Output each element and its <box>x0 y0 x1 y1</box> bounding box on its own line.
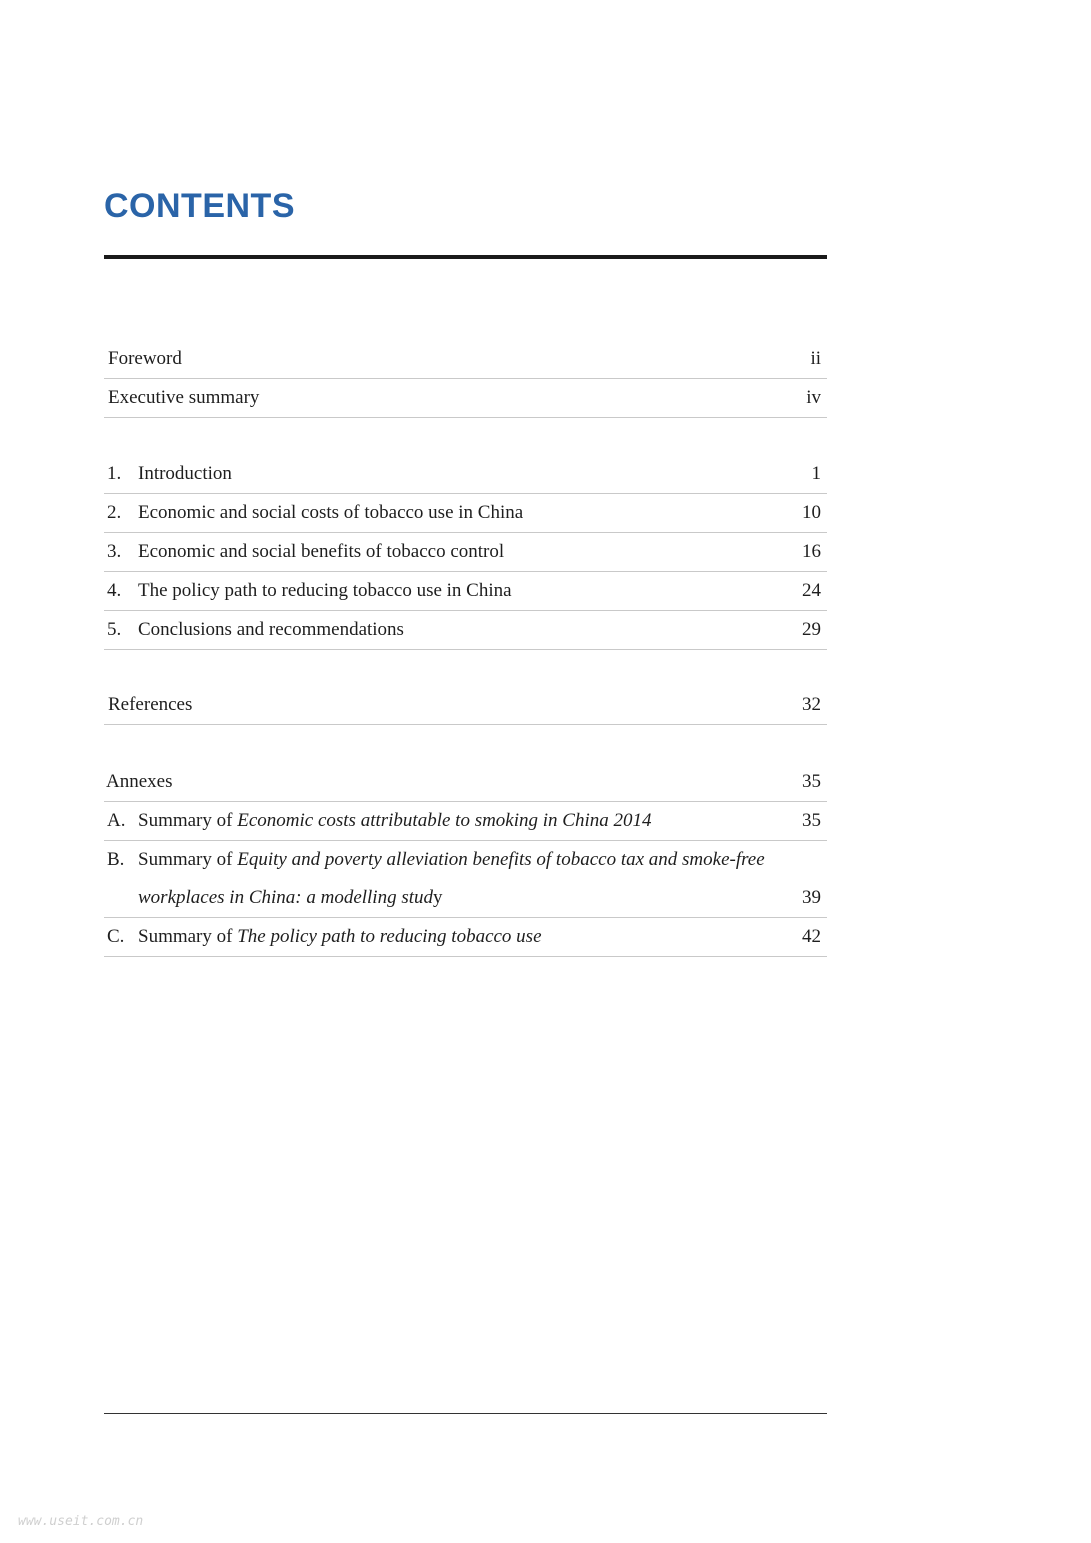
toc-entry-prefix: Summary of <box>138 849 238 870</box>
toc-entry-italic-title: Economic costs attributable to smoking in China 2014 <box>237 810 652 831</box>
toc-entry-title: Conclusions and recommendations <box>138 619 404 640</box>
toc-entry-title: References <box>108 694 193 715</box>
footer-divider <box>104 1413 827 1414</box>
toc-entry-annexes[interactable] <box>104 763 827 802</box>
toc-entry-prefix: Summary of <box>138 810 238 831</box>
toc-annexes <box>104 763 827 957</box>
toc-entry-page: 24 <box>802 580 821 601</box>
toc-entry-title <box>138 918 542 956</box>
toc-entry-page: 29 <box>802 619 821 640</box>
toc-entry-number: 4. <box>107 580 122 601</box>
toc-entry-annex-b[interactable] <box>104 841 827 918</box>
toc-entry-page: iv <box>806 387 821 408</box>
toc-entry-executive-summary[interactable] <box>104 379 827 418</box>
toc-entry-chapter-1[interactable] <box>104 455 827 494</box>
toc-entry-title: The policy path to reducing tobacco use in China <box>138 580 512 601</box>
toc-entry-title: Annexes <box>106 771 173 792</box>
toc-entry-page: 16 <box>802 541 821 562</box>
toc-references <box>104 686 827 725</box>
toc-entry-page: 35 <box>802 771 821 792</box>
toc-entry-title: Executive summary <box>108 387 260 408</box>
toc-entry-prefix: Summary of <box>138 926 238 947</box>
toc-entry-page: 42 <box>802 926 821 947</box>
toc-entry-title: Economic and social benefits of tobacco control <box>138 541 505 562</box>
toc-chapters <box>104 455 827 650</box>
toc-entry-title: Foreword <box>108 348 182 369</box>
toc-entry-italic-title: The policy path to reducing tobacco use <box>237 926 542 947</box>
watermark: www.useit.com.cn <box>18 1514 144 1529</box>
toc-entry-suffix: y <box>433 887 443 908</box>
toc-entry-page: ii <box>810 348 821 369</box>
toc-entry-chapter-5[interactable] <box>104 611 827 650</box>
toc-entry-chapter-2[interactable] <box>104 494 827 533</box>
toc-entry-chapter-3[interactable] <box>104 533 827 572</box>
toc-entry-number: 2. <box>107 502 122 523</box>
toc-entry-page: 1 <box>811 463 821 484</box>
page-title: CONTENTS <box>104 187 295 225</box>
toc-entry-page: 39 <box>802 887 821 908</box>
toc-entry-page: 32 <box>802 694 821 715</box>
toc-entry-number: 5. <box>107 619 122 640</box>
toc-entry-chapter-4[interactable] <box>104 572 827 611</box>
toc-front-matter <box>104 340 827 418</box>
toc-entry-title <box>138 802 652 840</box>
toc-entry-annex-a[interactable] <box>104 802 827 841</box>
toc-entry-title <box>138 841 818 917</box>
toc-entry-letter: C. <box>107 926 125 947</box>
toc-entry-title: Introduction <box>138 463 232 484</box>
toc-entry-annex-c[interactable] <box>104 918 827 957</box>
toc-entry-letter: B. <box>107 849 125 870</box>
toc-entry-italic-title: Equity and poverty alleviation benefits of tobacco tax and smoke-free workplaces in China: a modelling stud <box>138 849 765 908</box>
toc-entry-number: 1. <box>107 463 122 484</box>
toc-entry-letter: A. <box>107 810 126 831</box>
toc-entry-number: 3. <box>107 541 122 562</box>
toc-entry-page: 10 <box>802 502 821 523</box>
toc-entry-page: 35 <box>802 810 821 831</box>
toc-entry-foreword[interactable] <box>104 340 827 379</box>
toc-entry-references[interactable] <box>104 686 827 725</box>
toc-entry-title: Economic and social costs of tobacco use in China <box>138 502 524 523</box>
heading-divider <box>104 255 827 259</box>
